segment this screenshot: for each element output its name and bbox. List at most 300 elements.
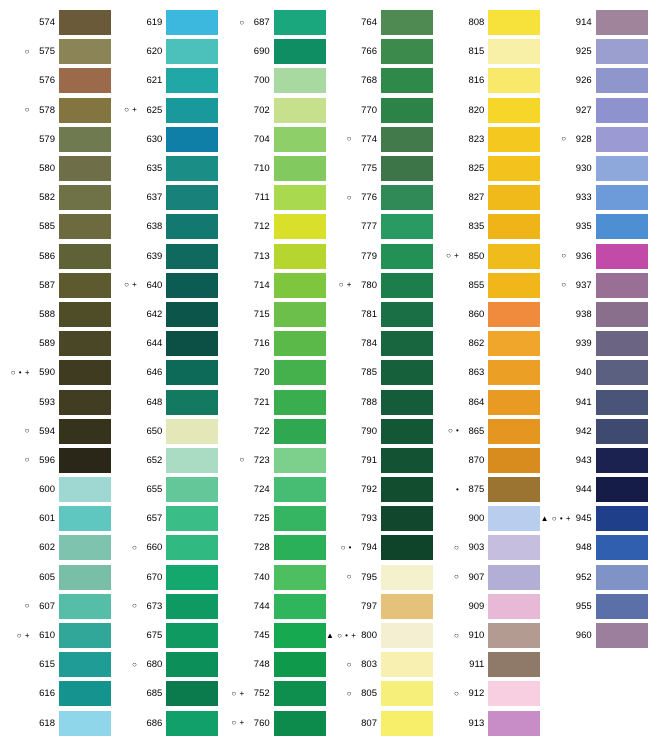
swatch-row[interactable] — [433, 66, 540, 95]
color-swatch[interactable] — [488, 185, 540, 210]
color-swatch[interactable] — [381, 711, 433, 736]
swatch-row[interactable] — [4, 533, 111, 562]
swatch-row[interactable] — [219, 446, 326, 475]
swatch-code: 907 — [468, 571, 485, 583]
swatch-row[interactable] — [541, 417, 648, 446]
swatch-row[interactable] — [4, 709, 111, 738]
color-swatch[interactable] — [59, 68, 111, 93]
swatch-row[interactable] — [219, 212, 326, 241]
color-swatch[interactable] — [274, 214, 326, 239]
color-swatch[interactable] — [596, 127, 648, 152]
swatch-row[interactable] — [111, 271, 218, 300]
color-swatch[interactable] — [381, 331, 433, 356]
color-swatch[interactable] — [166, 360, 218, 385]
swatch-row[interactable] — [433, 387, 540, 416]
color-swatch[interactable] — [166, 594, 218, 619]
color-swatch[interactable] — [381, 127, 433, 152]
color-swatch[interactable] — [274, 623, 326, 648]
swatch-row[interactable] — [219, 504, 326, 533]
color-swatch[interactable] — [166, 652, 218, 677]
color-swatch[interactable] — [381, 419, 433, 444]
swatch-row[interactable] — [433, 329, 540, 358]
swatch-row[interactable] — [433, 212, 540, 241]
color-swatch[interactable] — [596, 360, 648, 385]
swatch-row[interactable] — [433, 242, 540, 271]
swatch-row[interactable] — [111, 154, 218, 183]
swatch-row[interactable] — [111, 533, 218, 562]
swatch-row[interactable] — [541, 37, 648, 66]
color-swatch[interactable] — [166, 623, 218, 648]
color-swatch[interactable] — [596, 68, 648, 93]
color-swatch[interactable] — [381, 565, 433, 590]
swatch-row[interactable] — [326, 504, 433, 533]
swatch-row[interactable] — [541, 212, 648, 241]
swatch-code: 585 — [39, 221, 55, 233]
color-swatch[interactable] — [488, 10, 540, 35]
color-swatch[interactable] — [596, 244, 648, 269]
swatch-row[interactable] — [433, 358, 540, 387]
color-swatch[interactable] — [381, 10, 433, 35]
color-swatch[interactable] — [166, 10, 218, 35]
swatch-row[interactable] — [433, 533, 540, 562]
swatch-row[interactable] — [4, 621, 111, 650]
swatch-row[interactable] — [111, 242, 218, 271]
color-swatch[interactable] — [596, 565, 648, 590]
swatch-row[interactable] — [433, 154, 540, 183]
color-swatch[interactable] — [59, 156, 111, 181]
swatch-row[interactable] — [541, 300, 648, 329]
swatch-row[interactable] — [111, 563, 218, 592]
swatch-row[interactable] — [541, 96, 648, 125]
swatch-row[interactable] — [219, 709, 326, 738]
swatch-row[interactable] — [326, 709, 433, 738]
swatch-row[interactable] — [326, 8, 433, 37]
color-swatch[interactable] — [59, 98, 111, 123]
swatch-row[interactable] — [219, 358, 326, 387]
swatch-row[interactable] — [433, 125, 540, 154]
color-swatch[interactable] — [59, 535, 111, 560]
color-swatch[interactable] — [488, 594, 540, 619]
swatch-row[interactable] — [4, 183, 111, 212]
swatch-row[interactable] — [219, 37, 326, 66]
swatch-row[interactable] — [326, 592, 433, 621]
swatch-code: 823 — [468, 133, 485, 145]
color-swatch[interactable] — [59, 506, 111, 531]
swatch-row[interactable] — [433, 446, 540, 475]
color-swatch[interactable] — [59, 244, 111, 269]
swatch-row[interactable] — [4, 271, 111, 300]
swatch-row[interactable] — [326, 650, 433, 679]
color-swatch[interactable] — [381, 506, 433, 531]
swatch-row[interactable] — [541, 183, 648, 212]
swatch-row[interactable] — [111, 679, 218, 708]
swatch-row[interactable] — [219, 300, 326, 329]
swatch-row[interactable] — [541, 475, 648, 504]
swatch-row[interactable] — [433, 271, 540, 300]
swatch-row[interactable] — [4, 125, 111, 154]
swatch-row[interactable] — [541, 563, 648, 592]
swatch-row[interactable] — [111, 8, 218, 37]
swatch-row[interactable] — [541, 387, 648, 416]
color-swatch[interactable] — [488, 506, 540, 531]
color-swatch[interactable] — [488, 98, 540, 123]
color-swatch[interactable] — [488, 535, 540, 560]
color-swatch[interactable] — [166, 302, 218, 327]
color-swatch[interactable] — [596, 477, 648, 502]
color-swatch[interactable] — [596, 10, 648, 35]
swatch-row[interactable] — [541, 271, 648, 300]
color-swatch[interactable] — [166, 506, 218, 531]
swatch-row[interactable] — [326, 358, 433, 387]
color-swatch[interactable] — [166, 244, 218, 269]
swatch-row[interactable] — [326, 417, 433, 446]
color-swatch[interactable] — [596, 390, 648, 415]
color-swatch[interactable] — [381, 98, 433, 123]
swatch-row[interactable] — [433, 96, 540, 125]
color-swatch[interactable] — [274, 477, 326, 502]
color-swatch[interactable] — [274, 10, 326, 35]
swatch-code: 913 — [468, 717, 485, 729]
swatch-row[interactable] — [433, 592, 540, 621]
color-swatch[interactable] — [488, 214, 540, 239]
color-swatch[interactable] — [166, 331, 218, 356]
swatch-row[interactable] — [4, 417, 111, 446]
swatch-row[interactable] — [111, 66, 218, 95]
color-swatch[interactable] — [59, 565, 111, 590]
color-swatch[interactable] — [488, 711, 540, 736]
swatch-row[interactable] — [433, 475, 540, 504]
color-swatch[interactable] — [488, 477, 540, 502]
swatch-row[interactable] — [541, 504, 648, 533]
swatch-row[interactable] — [219, 387, 326, 416]
swatch-row[interactable] — [4, 329, 111, 358]
color-swatch[interactable] — [166, 156, 218, 181]
color-swatch[interactable] — [274, 390, 326, 415]
color-swatch[interactable] — [381, 623, 433, 648]
swatch-row[interactable] — [219, 533, 326, 562]
color-swatch[interactable] — [488, 360, 540, 385]
color-swatch[interactable] — [596, 419, 648, 444]
color-swatch[interactable] — [596, 185, 648, 210]
color-swatch[interactable] — [596, 302, 648, 327]
swatch-row[interactable] — [111, 125, 218, 154]
swatch-row[interactable] — [4, 475, 111, 504]
color-swatch[interactable] — [166, 273, 218, 298]
swatch-row[interactable] — [111, 592, 218, 621]
swatch-row[interactable] — [433, 37, 540, 66]
color-swatch[interactable] — [488, 331, 540, 356]
color-swatch[interactable] — [166, 477, 218, 502]
swatch-row[interactable] — [326, 242, 433, 271]
swatch-row[interactable] — [4, 387, 111, 416]
swatch-row[interactable] — [541, 125, 648, 154]
swatch-row[interactable] — [326, 212, 433, 241]
swatch-row[interactable] — [326, 679, 433, 708]
color-swatch[interactable] — [596, 98, 648, 123]
color-swatch[interactable] — [381, 448, 433, 473]
swatch-row[interactable] — [4, 212, 111, 241]
color-swatch[interactable] — [59, 39, 111, 64]
swatch-row[interactable] — [219, 563, 326, 592]
swatch-row[interactable] — [111, 387, 218, 416]
swatch-row[interactable] — [4, 96, 111, 125]
color-swatch[interactable] — [59, 623, 111, 648]
swatch-row[interactable] — [541, 329, 648, 358]
color-swatch[interactable] — [274, 419, 326, 444]
color-swatch[interactable] — [274, 331, 326, 356]
color-swatch[interactable] — [596, 623, 648, 648]
swatch-row[interactable] — [326, 300, 433, 329]
swatch-row[interactable] — [111, 621, 218, 650]
swatch-row[interactable] — [433, 563, 540, 592]
color-swatch[interactable] — [274, 39, 326, 64]
swatch-row[interactable] — [219, 183, 326, 212]
color-swatch[interactable] — [59, 214, 111, 239]
swatch-row[interactable] — [541, 154, 648, 183]
color-swatch[interactable] — [59, 448, 111, 473]
color-swatch[interactable] — [166, 535, 218, 560]
swatch-row[interactable] — [219, 96, 326, 125]
color-swatch[interactable] — [488, 448, 540, 473]
color-swatch[interactable] — [381, 477, 433, 502]
color-swatch[interactable] — [381, 39, 433, 64]
swatch-row[interactable] — [219, 242, 326, 271]
color-swatch[interactable] — [166, 565, 218, 590]
swatch-row[interactable] — [111, 37, 218, 66]
color-swatch[interactable] — [166, 711, 218, 736]
swatch-row[interactable] — [4, 563, 111, 592]
swatch-row[interactable] — [433, 504, 540, 533]
color-swatch[interactable] — [381, 214, 433, 239]
swatch-row[interactable] — [4, 66, 111, 95]
color-swatch[interactable] — [59, 711, 111, 736]
color-swatch[interactable] — [274, 185, 326, 210]
color-swatch[interactable] — [274, 652, 326, 677]
swatch-row[interactable] — [326, 125, 433, 154]
color-swatch[interactable] — [381, 594, 433, 619]
color-swatch[interactable] — [381, 390, 433, 415]
color-swatch[interactable] — [488, 244, 540, 269]
swatch-row[interactable] — [433, 709, 540, 738]
swatch-row[interactable] — [326, 96, 433, 125]
color-swatch[interactable] — [59, 681, 111, 706]
color-swatch[interactable] — [596, 214, 648, 239]
color-swatch[interactable] — [274, 273, 326, 298]
color-swatch[interactable] — [274, 594, 326, 619]
swatch-row[interactable] — [219, 475, 326, 504]
color-swatch[interactable] — [596, 594, 648, 619]
color-swatch[interactable] — [274, 244, 326, 269]
swatch-row[interactable] — [219, 154, 326, 183]
swatch-row[interactable] — [433, 417, 540, 446]
swatch-row[interactable] — [326, 37, 433, 66]
swatch-row[interactable] — [4, 446, 111, 475]
swatch-row[interactable] — [4, 592, 111, 621]
color-swatch[interactable] — [488, 127, 540, 152]
color-swatch[interactable] — [274, 448, 326, 473]
color-swatch[interactable] — [488, 681, 540, 706]
swatch-row[interactable] — [433, 621, 540, 650]
swatch-row[interactable] — [4, 300, 111, 329]
swatch-row[interactable] — [326, 446, 433, 475]
swatch-row[interactable] — [219, 271, 326, 300]
color-swatch[interactable] — [274, 711, 326, 736]
swatch-code: 655 — [146, 484, 163, 496]
color-swatch[interactable] — [274, 681, 326, 706]
swatch-row[interactable] — [219, 125, 326, 154]
color-swatch[interactable] — [59, 652, 111, 677]
color-swatch[interactable] — [166, 448, 218, 473]
swatch-row[interactable] — [111, 358, 218, 387]
color-swatch[interactable] — [488, 419, 540, 444]
color-swatch[interactable] — [166, 68, 218, 93]
color-swatch[interactable] — [488, 565, 540, 590]
color-swatch[interactable] — [381, 156, 433, 181]
color-swatch[interactable] — [274, 535, 326, 560]
color-swatch[interactable] — [381, 185, 433, 210]
color-swatch[interactable] — [488, 390, 540, 415]
color-swatch[interactable] — [166, 681, 218, 706]
color-swatch[interactable] — [166, 39, 218, 64]
color-swatch[interactable] — [166, 98, 218, 123]
swatch-code: 593 — [39, 396, 55, 408]
color-swatch[interactable] — [596, 448, 648, 473]
swatch-row[interactable] — [4, 37, 111, 66]
color-swatch[interactable] — [166, 214, 218, 239]
swatch-row[interactable] — [326, 66, 433, 95]
swatch-row[interactable] — [541, 592, 648, 621]
swatch-row[interactable] — [219, 679, 326, 708]
color-swatch[interactable] — [596, 535, 648, 560]
swatch-row[interactable] — [326, 271, 433, 300]
color-swatch[interactable] — [381, 68, 433, 93]
color-swatch[interactable] — [59, 127, 111, 152]
color-swatch[interactable] — [596, 331, 648, 356]
color-swatch[interactable] — [274, 360, 326, 385]
swatch-row[interactable] — [219, 417, 326, 446]
swatch-row[interactable] — [541, 242, 648, 271]
swatch-row[interactable] — [111, 96, 218, 125]
color-swatch[interactable] — [59, 302, 111, 327]
color-swatch[interactable] — [59, 390, 111, 415]
color-swatch[interactable] — [59, 477, 111, 502]
color-swatch[interactable] — [488, 302, 540, 327]
swatch-row[interactable] — [111, 446, 218, 475]
swatch-row[interactable] — [111, 300, 218, 329]
swatch-row[interactable] — [219, 621, 326, 650]
color-swatch[interactable] — [381, 273, 433, 298]
color-swatch[interactable] — [166, 185, 218, 210]
swatch-row[interactable] — [219, 8, 326, 37]
swatch-row[interactable] — [541, 533, 648, 562]
swatch-row[interactable] — [541, 8, 648, 37]
color-swatch[interactable] — [596, 506, 648, 531]
color-swatch[interactable] — [596, 156, 648, 181]
color-swatch[interactable] — [381, 535, 433, 560]
swatch-row[interactable] — [111, 417, 218, 446]
swatch-row[interactable] — [326, 621, 433, 650]
color-swatch[interactable] — [59, 360, 111, 385]
swatch-row[interactable] — [541, 66, 648, 95]
color-swatch[interactable] — [59, 185, 111, 210]
swatch-row[interactable] — [433, 679, 540, 708]
swatch-row[interactable] — [4, 8, 111, 37]
swatch-row[interactable] — [433, 183, 540, 212]
swatch-row[interactable] — [433, 8, 540, 37]
color-swatch[interactable] — [274, 98, 326, 123]
swatch-row[interactable] — [541, 621, 648, 650]
swatch-row[interactable] — [4, 154, 111, 183]
swatch-row[interactable] — [111, 212, 218, 241]
swatch-row[interactable] — [111, 475, 218, 504]
color-swatch[interactable] — [274, 156, 326, 181]
swatch-row[interactable] — [541, 446, 648, 475]
color-swatch[interactable] — [381, 244, 433, 269]
color-swatch[interactable] — [59, 419, 111, 444]
color-swatch[interactable] — [488, 652, 540, 677]
swatch-row[interactable] — [326, 563, 433, 592]
color-swatch[interactable] — [274, 565, 326, 590]
color-swatch[interactable] — [596, 39, 648, 64]
color-swatch[interactable] — [381, 360, 433, 385]
swatch-row[interactable] — [4, 679, 111, 708]
swatch-row[interactable] — [326, 329, 433, 358]
color-swatch[interactable] — [381, 681, 433, 706]
swatch-row[interactable] — [111, 504, 218, 533]
color-swatch[interactable] — [166, 390, 218, 415]
swatch-row[interactable] — [219, 650, 326, 679]
swatch-row[interactable] — [326, 387, 433, 416]
swatch-row[interactable] — [111, 329, 218, 358]
color-swatch[interactable] — [274, 68, 326, 93]
color-swatch[interactable] — [381, 652, 433, 677]
swatch-row[interactable] — [219, 66, 326, 95]
swatch-row[interactable] — [4, 358, 111, 387]
color-swatch[interactable] — [59, 273, 111, 298]
color-swatch[interactable] — [166, 127, 218, 152]
swatch-row[interactable] — [541, 358, 648, 387]
swatch-row[interactable] — [219, 592, 326, 621]
color-swatch[interactable] — [59, 331, 111, 356]
color-swatch[interactable] — [488, 68, 540, 93]
color-swatch[interactable] — [381, 302, 433, 327]
color-swatch[interactable] — [274, 127, 326, 152]
swatch-row[interactable] — [433, 650, 540, 679]
color-swatch[interactable] — [274, 506, 326, 531]
swatch-row[interactable] — [4, 242, 111, 271]
swatch-row[interactable] — [4, 504, 111, 533]
swatch-row[interactable] — [111, 183, 218, 212]
color-swatch[interactable] — [596, 273, 648, 298]
swatch-row[interactable] — [326, 154, 433, 183]
swatch-row[interactable] — [326, 183, 433, 212]
swatch-row[interactable] — [326, 533, 433, 562]
swatch-row[interactable] — [326, 475, 433, 504]
color-swatch[interactable] — [166, 419, 218, 444]
color-swatch[interactable] — [59, 594, 111, 619]
color-swatch[interactable] — [488, 39, 540, 64]
swatch-row[interactable] — [219, 329, 326, 358]
swatch-row[interactable] — [433, 300, 540, 329]
color-swatch[interactable] — [488, 623, 540, 648]
swatch-row[interactable] — [111, 709, 218, 738]
color-swatch[interactable] — [488, 156, 540, 181]
swatch-row[interactable] — [111, 650, 218, 679]
color-swatch[interactable] — [274, 302, 326, 327]
color-swatch[interactable] — [488, 273, 540, 298]
swatch-row[interactable] — [4, 650, 111, 679]
color-swatch[interactable] — [59, 10, 111, 35]
